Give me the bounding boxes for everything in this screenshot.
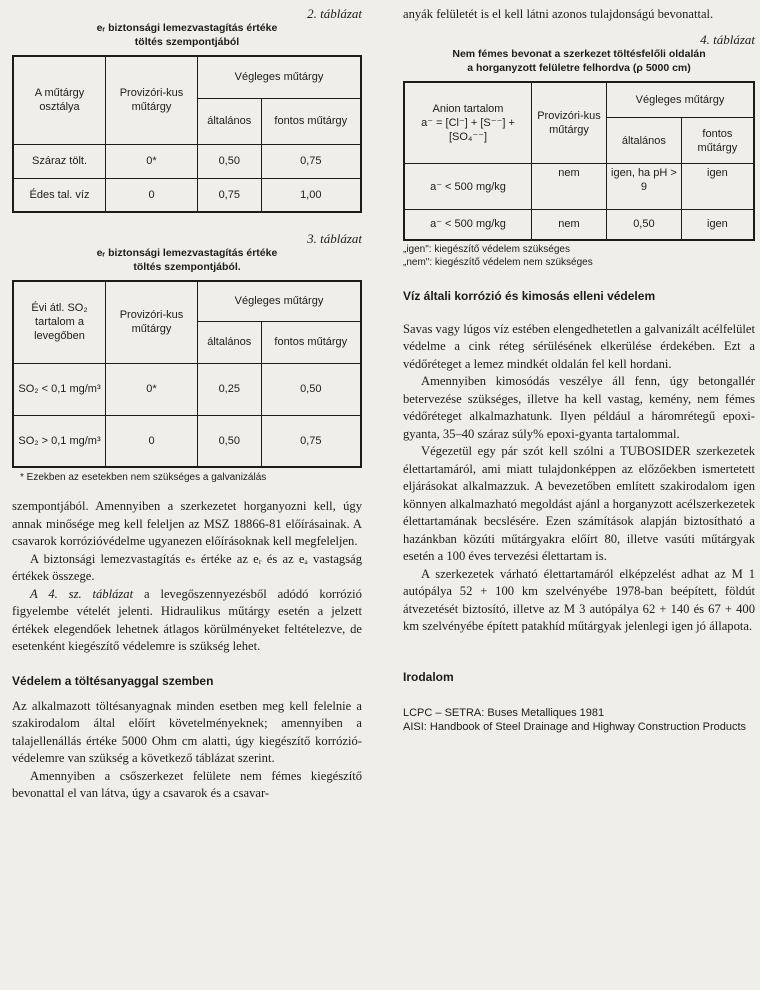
table3-header-class: Évi átl. SO₂ tartalom a levegőben [13,281,106,363]
table3 [12,280,362,468]
right-column [403,0,755,734]
table-cell: a⁻ < 500 mg/kg [404,164,532,210]
table3-title-line1: eᵣ biztonsági lemezvastagítás értéke [96,247,278,259]
table-cell: Száraz tölt. [13,144,106,178]
table-cell: 0,50 [607,210,682,240]
table-cell: igen, ha pH > 9 [607,164,682,210]
table4-note-no: „nem": kiegészítő védelem nem szükséges [403,256,593,268]
table-row [13,415,361,467]
left-column [12,0,362,803]
paragraph: Végezetül egy pár szót kell szólni a TUBOSIDER szerkezetek élettartamáról, ami miatt tulajdonképpen az előzőekben ismertetett eljárásokat alkalmazzuk. A bevezetőben említett szakirodalom igen könnyen alkalmazható megoldást ajánl a horganyzott acélszerkezetek élettartamának becslésére. Ezen számítások alapján biztosítható a hazánkban közúti műtárgyakra előírt 80, illetve vasúti műtárgyak esetén a 100 éves tervezési élettartam is. [403,444,755,563]
paragraph: szempontjából. Amennyiben a szerkezetet horganyozni kell, úgy annak minősége meg kell feleljen az MSZ 18866-81 előírásainak. A csavarok korrózióvédelme ugyanezen előírásoknak kell megfeleljen. [12,499,362,548]
references-heading: Irodalom [403,669,454,684]
paragraph: Savas vagy lúgos víz estében elengedhetetlen a galvanizált acélfelület védelme a cink réteg sérülésének elkerülése érdekében. Ezt a védőréteget a lemez mindkét oldalán fel kell hordani. [403,321,755,371]
table-cell: 1,00 [261,178,361,212]
table4-header-anion [404,82,532,164]
table-cell: SO₂ > 0,1 mg/m³ [13,415,106,467]
table3-caption: 3. táblázat [307,231,362,246]
table-cell: SO₂ < 0,1 mg/m³ [13,363,106,415]
table-cell: 0,25 [198,363,262,415]
table4-title-line2: a horganyzott felületre felhordva (ρ 5000 cm) [467,61,691,74]
table-cell: 0 [106,415,198,467]
table4-title-line1: Nem fémes bevonat a szerkezet töltésfelőli oldalán [452,47,706,60]
reference-item: LCPC – SETRA: Buses Metalliques 1981 [403,706,605,719]
paragraph: Amennyiben kimosódás veszélye áll fenn, úgy betongallér betervezése szükséges, illetve ha kell vastag, kemény, nem fémes védőréteget alkalmazhatunk. Ilyen például a háromrétegű epoxi-gyanta, 35–40 száraz súly% epoxi-gyanta tartalommal. [403,374,755,441]
table3-title-line2: töltés szempontjából. [133,261,241,273]
table-cell: 0,50 [198,144,262,178]
table-cell: igen [681,164,754,210]
table4-header-general: általános [607,118,682,164]
paragraph: Amennyiben a csőszerkezet felülete nem fémes kiegészítő bevonattal el van látva, úgy a csavarok és a csavar- [12,768,362,800]
reference-list [403,706,755,734]
table4-header-provisional: Provizóri-kus műtárgy [532,82,607,164]
table-cell: 0* [106,144,198,178]
paragraph: A szerkezetek várható élettartamáról elképzelést adhat az M 1 autópálya 52 + 100 km szelvényébe 1978-ban beépített, földút átvezetését biztosító, illetve az M 3 autópálya 62 + 140 és 67 + 400 km szelvényébe épített patakhíd műtárgyak jelenlegi igen jó állapota. [403,566,755,633]
table-cell: Édes tal. víz [13,178,106,212]
table2-header-general: általános [198,98,262,144]
table2 [12,55,362,213]
table-reference: A 4. sz. táblázat [30,586,134,601]
table-cell: 0 [106,178,198,212]
paragraph: anyák felületét is el kell látni azonos tulajdonságú bevonattal. [403,7,714,21]
table3-footnote: * Ezekben az esetekben nem szükséges a galvanizálás [20,472,267,483]
table4-note-yes: „igen": kiegészítő védelem szükséges [403,243,570,255]
paragraph: A biztonsági lemezvastagítás eₛ értéke az eᵣ és az eₐ vastagság értékek összege. [12,551,362,583]
table-cell: nem [532,164,607,210]
paragraph-text: a levegőszennyezésből adódó korrózió figyelembe vételét jelenti. Hidraulikus műtárgy esetén a jelzett értékek elegendőek lehetnek átlagos körülményeket feltételezve, de esetenként kiegészítő védelemre is szükség lehet. [12,586,362,653]
table-cell: 0,50 [198,415,262,467]
table3-header-provisional: Provizóri-kus műtárgy [106,281,198,363]
table4 [403,81,755,241]
table3-header-final: Végleges műtárgy [198,281,362,321]
table4-header-final: Végleges műtárgy [607,82,755,118]
table-cell: igen [681,210,754,240]
table2-header-important: fontos műtárgy [261,98,361,144]
reference-item: AISI: Handbook of Steel Drainage and Highway Construction Products [403,720,747,733]
table4-header-anion-line3: [SO₄⁻⁻] [448,130,488,143]
table-cell: 0,75 [198,178,262,212]
table-row [13,363,361,415]
table-cell: 0,75 [261,144,361,178]
table2-header-class: A műtárgy osztálya [13,56,106,144]
table4-header-important: fontos műtárgy [681,118,754,164]
table-cell: nem [532,210,607,240]
table2-caption: 2. táblázat [307,6,362,21]
table-cell: 0* [106,363,198,415]
section-heading: Védelem a töltésanyaggal szemben [12,673,214,688]
table4-header-anion-line2: a⁻ = [Cl⁻] + [S⁻⁻] + [421,116,515,129]
table2-title-line2: töltés szempontjából [134,36,240,48]
table2-header-final: Végleges műtárgy [198,56,362,98]
section-heading: Víz általi korrózió és kimosás elleni védelem [403,288,656,303]
table4-caption: 4. táblázat [700,31,755,47]
table-cell: 0,50 [261,363,361,415]
table-cell: 0,75 [261,415,361,467]
table2-title-line1: eᵣ biztonsági lemezvastagítás értéke [96,22,278,34]
paragraph: Az alkalmazott töltésanyagnak minden esetben meg kell felelnie a szakirodalom által előírt követelményeknek; amennyiben a talajellenállás értéke 5000 Ohm cm alatti, úgy kiegészítő korrózió-védelemre van szükség a következő táblázat szerint. [12,698,362,765]
table-cell: a⁻ < 500 mg/kg [404,210,532,240]
table4-header-anion-line1: Anion tartalom [432,102,504,115]
table3-header-general: általános [198,321,262,363]
table-row [404,210,754,240]
table2-header-provisional: Provizóri-kus műtárgy [106,56,198,144]
table-row [13,178,361,212]
table-row [404,164,754,210]
paragraph [12,586,362,656]
table3-header-important: fontos műtárgy [261,321,361,363]
table-row [13,144,361,178]
